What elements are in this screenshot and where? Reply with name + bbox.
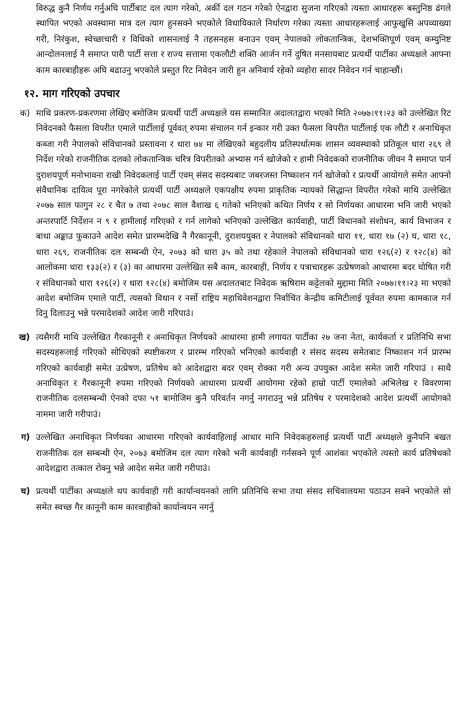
- item-text: त्यसैगरी माथि उल्लेखित गैरकानूनी र अनाधिकृत निर्णयको आधारमा हामी लगायत पार्टीका २७ जना नेता, कार्यकर्ता र प्रतिनिधि सभा सदस्यहरूलाई गरिएको सोधिएको स्पष्टीकरण र प्रारम्भ गरिएको भनिएको कार्यवाही र संसद सदस्य समेतबाट निष्काशन गर्न प्रारम्भ गरिएको कार्यवाही समेत उत्प्रेषण, प्रतिषेध को आदेशद्वारा बदर एवम् रोक्का गरी अन्य उपयुक्त आदेश समेत जारी गरिपाउं । साथै अनाधिकृत र गैरकानूनी रुपमा गरिएको निर्णयको आधारमा प्रत्यर्थी आयोगमा रहेको हाम्रो पार्टी एमालेको अभिलेख र विवरणमा राजनीतिक दलसम्बन्धी ऐनको दफा ५१ बामोजिम कुनै परिवर्तन नगर्नु नगराउनु भन्ने प्रतिषेध र परमादेशको आदेश प्रत्यर्थी आयोगको नाममा जारी गरीपाउं।: [36, 332, 451, 420]
- intro-paragraph: विरुद्ध कुनै निर्णय गर्नुअघि पार्टीबाट दल त्याग गरेको, अर्की दल गठन गरेको ऐनद्वारा सुजना गरिएको त्यस्ता आधारहरू बस्तुनिष्ठ ढंगले स्थापित भएको अवस्थामा मात्र दल त्याग हुनसक्ने भएकोले विधायिकाले निर्धारण गरेका त्यस्ता आधारहरूलाई आफुखुसि अपव्याख्या गरी, निरंकुश, स्वेच्छाचारी र विधिको शासनलाई नै तहसनहस बनाउन एवम् नेपालको लोकतान्त्रिक, देशभक्तिपूर्ण एवम् कम्युनिष्ट आन्दोलनलाई नै समाप्त पारी पार्टी सत्ता र राज्य सत्तामा एकलौटी शक्ति आर्जन गर्ने दुषित मनसायबाट प्रत्यर्थी पार्टीका अध्यक्षले आफ्ना काम कारबाहीहरू अघि बढाउनु भएकोले प्रस्तुत रिट निवेदन जारी हुन अनिवार्य रहेको व्यहोरा सादर निवेदन गर्न चाहान्छौं।: [36, 4, 451, 76]
- relief-item-kha: [12, 331, 451, 423]
- item-text: प्रत्यर्थी पार्टीका अध्यक्षले थप कार्यवाही गरी कार्यान्वयनको लागि प्रतिनिधि सभा तथा संसद सचिवालयमा पठाउन सक्ने भएकोले सो समेत स्वच्छ गैर कानूनी काम कारवाहीको कार्यान्वयन नगर्नु: [36, 487, 451, 513]
- relief-item-gha: [12, 485, 451, 516]
- item-label: ग): [21, 433, 30, 444]
- item-label: क): [20, 109, 30, 120]
- section-heading: १२. माग गरिएको उपचार: [24, 88, 120, 101]
- relief-item-ka: [12, 107, 451, 323]
- relief-item-ga: [12, 431, 451, 477]
- item-text: माथि प्रकरण-प्रकरणमा लेखिए बमोजिम प्रत्यर्थी पार्टी अध्यक्षले यस सम्मानित अदालतद्वारा भएको मिति २०७७।११।२३ को उल्लेखित रिट निवेदनको फैसला विपरीत एमाले पार्टीलाई पूर्ववत् रुपमा संचालन गर्न इन्कार गरी उक्त फैसला विपरीत पार्टीलाई एक लौटी र अनाधिकृत कब्जा गरी नेपालको संविधानको प्रस्तावना र धारा ७४ मा लेखिएको बहुदलीय प्रतिस्पर्धात्मक शासन व्यवस्थाको प्रतिकूल धारा २६९ ले निर्देश गरेको राजनीतिक दलको लोकतान्त्रिक चरित्र विपरीतको अभ्यास गर्न खोजेको र हामी निवेदकको राजनीतिक जीवन नै समाप्त पार्न दुराशयपूर्ण मनोभावना राखी निवेदकलाई पार्टी एवम् संसद सदस्यबाट जबरजस्त निष्काशन गर्न खोजेको र प्रत्यर्थी आयोगले समेत आफ्नो संवैधानिक दायित्व पूरा नगरेकोले प्रत्यर्थी पार्टी अध्यक्षले एकपक्षीय रुपमा प्राकृतिक न्यायको सिद्धान्त विपरीत गरेको माथि उल्लेखित २०७७ साल फागुन २८ र चैत ७ तथा २०७८ साल वैशाख ६ गतेको भनिएको कथित निर्णय र सो निर्णयका आधारमा भनि जारी भएको अन्तरपार्टि निर्देशन न ९ र हामीलाई गरिएको र गर्न लागेको भनिएको उल्लेखित कार्यवाही, पार्टी विधानको संशोधन, कार्य विभाजन र बाधा अङ्काउ फुकाउने आदेश समेत प्रारम्भदेखि नै गैरकानूनी, दुराशययुक्त र नेपालको संविधानको धारा ११, धारा १७ (२) घ, धारा १८, धारा २६९, राजनीतिक दल सम्बन्धी ऐन, २०७३ को धारा ३५ को तथा रहेकाले नेपालको संविधानको धारा १२६(२) र १२८(४) को आलोकमा धारा १३३(२) र (३) का आधारमा उल्लेखित सबै काम, कारबाही, निर्णय र पत्राचारहरू उत्प्रेषणको आधारमा बदर घोषित गरी र संविधानको धारा १२६(२) र धारा १२८(४) बमोजिम यस अदालतबाट निवेदक ऋषिराम कट्टेलको मुद्दामा मिति २०७७।११।२३ मा भएको आदेश बमोजिम एमाले पार्टी, त्यसको विधान र नर्सो राष्ट्रिय महाधिवेशनद्वारा निर्वाचित केन्द्रीय कमिटीलाई पूर्ववत रुपमा कामकाज गर्न दिनु दिलाउनु भन्ने परमादेशको आदेश जारी गरिपाउं।: [36, 109, 451, 320]
- item-label: ख): [19, 332, 30, 343]
- item-text: उल्लेखित अनाधिकृत निर्णयका आधारमा गरिएको कार्यवाहिलाई आधार मानि निवेदकहरुलाई प्रत्यर्थी पार्टी अध्यक्षले कुनैपनि बखत राजनीतिक दल सम्बन्धी ऐन, २०७३ बमोजिम दल त्याग गरेको भनी कार्यवाही गर्नसक्ने पूर्ण आशंका भएकोले त्यस्तो कार्य प्रतिषेधको आदेशद्वारा तत्काल रोक्नु भन्ने आदेश समेत जारी गरीपाउं।: [36, 433, 451, 474]
- item-label: घ): [20, 487, 30, 498]
